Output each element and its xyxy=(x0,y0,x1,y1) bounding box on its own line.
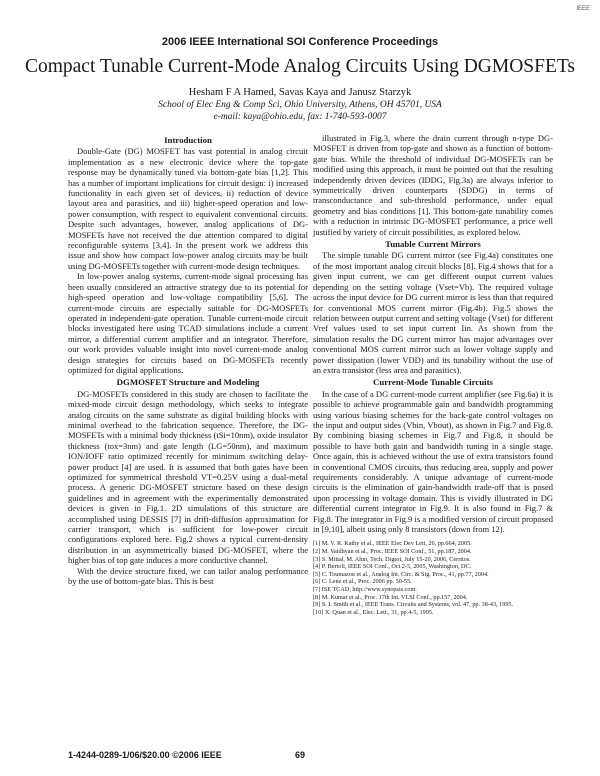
reference-item: [6] C. Lenz et al., Proc. 2006 pp. 50-55. xyxy=(313,578,412,586)
reference-item: [1] M. V. R. Kathy et al., IEEE Elec Dev Lett, 26, pp.664, 2005. xyxy=(313,540,472,548)
introduction-heading: Introduction xyxy=(164,135,212,145)
references-list xyxy=(313,540,553,616)
authors: Hesham F A Hamed, Savas Kaya and Janusz Starzyk xyxy=(188,87,412,98)
contact-email: e-mail: kaya@ohio.edu, fax: 1-740-593-0007 xyxy=(213,112,387,122)
right-column xyxy=(313,133,553,616)
paragraph: illustrated in Fig.3, where the drain current through n-type DG-MOSFET is driven from top-gate and shown as a function of bottom-gate bias. While the threshold of individual DG-MOSFETs can be modified using this approach, it must be pointed out that the resulting independently driven devices (IDDG, Fig.3a) are always inferior to symmetrically driven counterparts (SDDG) in terms of transconductance and sub-threshold performance, under equal geometry and bias conditions [1]. This bottom-gate tunability comes with a reduction in intrinsic DG-MOSFET performance, a price well justified by variety of circuit possibilities, as explored below. xyxy=(313,133,553,237)
current-mirrors-heading: Tunable Current Mirrors xyxy=(385,239,481,250)
page-number: 69 xyxy=(294,750,305,760)
conference-name: 2006 IEEE International SOI Conference Proceedings xyxy=(161,36,439,48)
paragraph: The simple tunable DG current mirror (see Fig.4a) constitutes one of the most important analog circuit blocks [8]. Fig.4 shows that for a given input current, we can get different output current values depending on the setting voltage (Vset=Vb). The required voltage across the input device for DG current mirror is less than that required for conventional MOS current mirror (Fig.4b). Fig.5 shows the relation between output current and setting voltage (Vset) for different Vref values used to set input current Iin. As shown from the simulation results the DG current mirror has major advantages over conventional MOS current mirror such as lower voltage supply and power dissipation (lower VDD) and its tunability without the use of an extra transistor (less area and parasitics). xyxy=(313,250,553,375)
reference-item: [10] X. Quan et al., Elec. Lett., 31, pp.4-5, 1995. xyxy=(313,608,434,616)
paragraph: DG-MOSFETs considered in this study are chosen to facilitate the mixed-mode circuit design methodology, which seeks to integrate analog circuits on the same substrate as digital building blocks with minimal overhead to the fabrication sequence. Therefore, the DG-MOSFETs with a minimal body thickness (tSi=10nm), oxide insulator thickness (tox=3nm) and gate length (LG=50nm), and maximum ION/IOFF ratio optimized recently for minimum switching delay-power product [4] are used. It is assumed that both gates have been optimized for symmetrical threshold VT=0.25V using a dual-metal process. A generic DG-MOSFET structure based on these design guidelines and in agreement with the experimentally demonstrated devices is given in Fig.1. 2D simulations of this structure are accomplished using DESSIS [7] in drift-diffusion approximation for carrier transport, which is sufficient for low-power circuit configurations explored here. Fig.2 shows a typical current-density distribution in an asymmetrically biased DG-MOSFET, where the higher bias of top gate induces a more conductive channel. xyxy=(68,388,308,566)
tunable-circuits-heading: Current-Mode Tunable Circuits xyxy=(373,377,493,388)
reference-item: [4] P. Bertoli, IEEE SOI Conf., Oct 2-5, 2005, Washington, DC. xyxy=(313,563,472,571)
paragraph: In the case of a DG current-mode current amplifier (see Fig.6a) it is possible to achieve programmable gain and bandwidth programming using various biasing schemes for the back-gate control voltages on the input and output sides (Vbin, Vbout), as shown in Fig.7 and Fig.8. By combining biasing schemes in Fig.7 and Fig.8, it should be possible to have both gain and bandwidth tuning in a single stage. Once again, this is achieved without the use of extra transistors found in conventional CMOS circuits, thus reducing area, supply and power requirements considerably. A unique advantage of current-mode circuits is the elimination of gain-bandwidth trade-off that is posed upon processing in voltage domain. This is vividly illustrated in DG differential current integrator in Fig.9. It is also found in Fig.7 & Fig.8. The integrator in Fig.9 is a modified version of circuit proposed in [9,10], albeit using only 8 transistors (down from 12). xyxy=(313,388,553,535)
reference-item: [3] S. Mittal, M. Ahm, Tech. Digest, July 15-20, 2006, Cerritos. xyxy=(313,555,471,563)
corner-mark: IEEE xyxy=(576,6,590,12)
paper-title: Compact Tunable Current-Mode Analog Circuits Using DGMOSFETs xyxy=(24,56,576,77)
reference-item: [9] S. I. Smith et al., IEEE Trans. Circuits and Systems, vol. 47, pp. 38-43, 1995. xyxy=(313,601,514,609)
reference-item: [5] C. Toumazou et al., Analog Int. Circ. & Sig. Proc., 41, pp.77, 2004. xyxy=(313,570,489,578)
structure-heading: DGMOSFET Structure and Modeling xyxy=(116,377,260,388)
left-column xyxy=(68,133,308,586)
reference-item: [7] ISE TCAD, http://www.synopsis.com. xyxy=(313,586,417,593)
paragraph: Double-Gate (DG) MOSFET has vast potential in analog circuit implementation as a new electronic device where the top-gate response may be dynamically tuned via bottom-gate bias [1,2]. This has a number of important implications for circuit design: i) increased functionality in each given set of devices, ii) reduction of device layout area and parasitics, and iii) higher-speed operation and low-power consumption, with respect to equivalent conventional circuits. Despite such advantages, however, analog applications of DG-MOSFETs have not received the due attention compared to digital reconfigurable systems [3,4]. In the present work we address this issue and show how compact low-power analog circuits may be built using DG-MOSFETs together with current-mode design techniques. xyxy=(68,146,308,271)
reference-item: [2] M. Vaidhyan et al., Proc. IEEE SOI Conf., 51, pp.187, 2004. xyxy=(313,548,472,556)
paragraph: In low-power analog systems, current-mode signal processing has been usually considered an attractive strategy due to its potential for high-speed operation and low-voltage compatibility [5,6]. The current-mode circuits are especially suitable for DG-MOSFETs operated in independent-gate operation. Tunable current-mode circuit blocks investigated here using TCAD simulations include a current mirror, a differential current amplifier and an integrator. Therefore, our work provides valuable insight into novel current-mode analog design strategies for circuits based on DG-MOSFETs recently optimized for digital applications. xyxy=(68,271,308,375)
reference-item: [8] M. Kumar et al., Proc. 17th Int. VLSI Conf., pp.157, 2004. xyxy=(313,593,468,601)
affiliation: School of Elec Eng & Comp Sci, Ohio University, Athens, OH 45701, USA xyxy=(158,100,442,110)
paragraph: With the device structure fixed, we can tailor analog performance by the use of bottom-gate bias. This is best xyxy=(68,565,308,587)
footer-isbn: 1-4244-0289-1/06/$20.00 ©2006 IEEE xyxy=(68,750,222,760)
